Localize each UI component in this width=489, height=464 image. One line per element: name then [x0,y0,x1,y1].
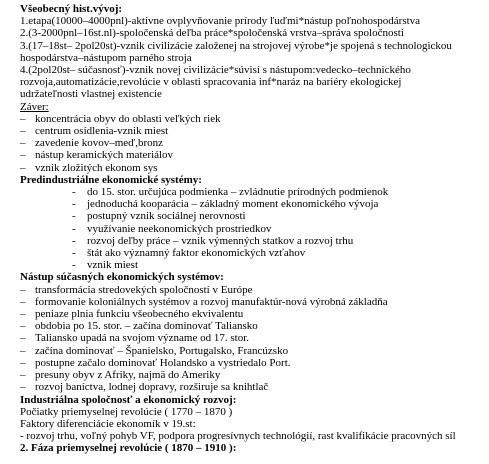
list-item: - jednoduchá kooparácia – základný moment ekonomického vývoja [20,198,485,210]
list-item: - postupný vznik sociálnej nerovnosti [20,210,485,222]
history-line: 3.(17–18st– 2pol20st)-vznik civilizácie založenej na strojovej výrobe*je spojená s technologickou [20,39,452,52]
history-line: udržateľnosti vlastnej existencie [20,88,162,101]
list-item: – formovanie koloniálnych systémov a rozvoj manufaktúr-nová výrobná základňa [20,296,485,308]
conclusion-list [20,113,485,174]
phase2-heading: 2. Fáza priemyselnej revolúcie ( 1870 – 1910 ): [20,442,237,455]
industrial-line: Faktory diferenciácie ekonomík v 19.st: [20,417,196,430]
preindustrial-list [20,186,485,271]
list-item: – rozvoj baníctva, lodnej dopravy, rozširuje sa knihtlač [20,381,485,393]
history-stages [20,15,485,100]
list-item: – koncentrácia obyv do oblasti veľkých riek [20,113,485,125]
history-line: 1.etapa(10000–4000pnl)-aktívne ovplyvňovanie prírody ľuďmi*nástup poľnohospodárstva [20,15,421,28]
list-item: – nástup keramických materiálov [20,149,485,161]
list-item: - vznik miest [20,259,485,271]
list-item: – peniaze plnia funkciu všeobecného ekvivalentu [20,308,485,320]
history-line: hospodárstva–nástupom parného stroja [20,51,192,64]
list-item: – vznik zložitých ekonom sys [20,162,485,174]
list-item: – postupne začalo dominovať Holandsko a vystriedalo Port. [20,357,485,369]
list-item: – obdobia po 15. stor. – začína dominovať Taliansko [20,320,485,332]
list-item: - rozvoj deľby práce – vznik výmenných statkov a rozvoj trhu [20,235,485,247]
modern-list [20,284,485,394]
list-item: – transformácia stredovekých spoločností v Európe [20,284,485,296]
list-item: - využívanie neekonomických prostriedkov [20,223,485,235]
list-item: - do 15. stor. určujúca podmienka – zvládnutie prírodných podmienok [20,186,485,198]
list-item: – presuny obyv z Afriky, najmä do Ameriky [20,369,485,381]
list-item: – centrum osídlenia-vznik miest [20,125,485,137]
history-line: 2.(3-2000pnl–16st.nl)-spoločenská deľba práce*spoločenská vrstva–správa spoločnosti [20,27,404,40]
industrial-line: - rozvoj trhu, voľný pohyb VF, podpora progresívnych technológií, rast kvalifikácie pracovných síl [20,430,456,443]
preindustrial-heading: Predindustriálne ekonomické systémy: [20,173,202,186]
list-item: – začína dominovať – Španielsko, Portugalsko, Francúzsko [20,345,485,357]
modern-heading: Nástup súčasných ekonomických systémov: [20,271,224,284]
list-item: – zavedenie kovov–meď,bronz [20,137,485,149]
industrial-line: Počiatky priemyselnej revolúcie ( 1770 – 1870 ) [20,405,233,418]
conclusion-label: Záver: [20,100,49,113]
page-title: Všeobecný hist.vývoj: [20,3,123,15]
list-item: – Taliansko upadá na svojom význame od 17. stor. [20,332,485,344]
history-line: 4.(2pol20st– súčasnosť)-vznik novej civilizácie*súvisí s nástupom:vedecko–technického [20,64,411,77]
history-line: rozvoja,automatizácie,revolúcie v oblasti spracovania inf*naráz na bariéry ekologickej [20,76,402,89]
industrial-heading: Industriálna spoločnosť a ekonomický rozvoj: [20,393,237,406]
list-item: - štát ako významný faktor ekonomických vzťahov [20,247,485,259]
